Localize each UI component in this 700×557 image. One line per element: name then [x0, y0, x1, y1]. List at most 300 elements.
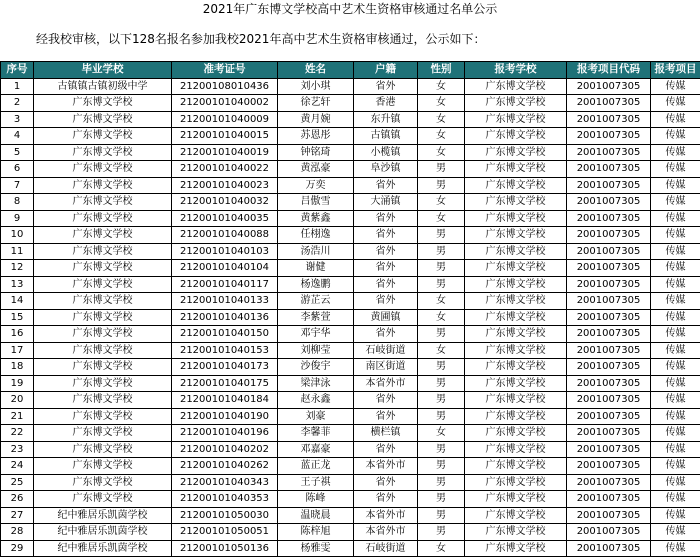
- cell-gender: 男: [418, 375, 465, 392]
- cell-index: 14: [1, 293, 34, 310]
- cell-school: 广东博文学校: [34, 458, 172, 475]
- cell-applied-school: 广东博文学校: [465, 540, 567, 557]
- cell-school: 广东博文学校: [34, 326, 172, 343]
- cell-project-code: 2001007305: [567, 260, 651, 277]
- cell-project-code: 2001007305: [567, 243, 651, 260]
- cell-gender: 女: [418, 128, 465, 145]
- cell-applied-school: 广东博文学校: [465, 161, 567, 178]
- cell-exam-number: 21200101040032: [172, 194, 278, 211]
- cell-gender: 女: [418, 194, 465, 211]
- cell-name: 刘豪: [278, 408, 354, 425]
- cell-gender: 男: [418, 458, 465, 475]
- table-row: [1, 95, 700, 112]
- cell-residence: 东升镇: [354, 111, 418, 128]
- cell-exam-number: 21200101050136: [172, 540, 278, 557]
- cell-applied-school: 广东博文学校: [465, 78, 567, 95]
- cell-name: 李紫萱: [278, 309, 354, 326]
- cell-index: 8: [1, 194, 34, 211]
- cell-index: 19: [1, 375, 34, 392]
- table-row: [1, 524, 700, 541]
- cell-gender: 男: [418, 474, 465, 491]
- cell-project-code: 2001007305: [567, 293, 651, 310]
- header-applied-school: 报考学校: [465, 62, 567, 79]
- cell-index: 28: [1, 524, 34, 541]
- cell-project: 传媒: [651, 177, 700, 194]
- cell-exam-number: 21200101040088: [172, 227, 278, 244]
- cell-index: 21: [1, 408, 34, 425]
- table-header-row: [1, 62, 700, 79]
- cell-name: 任栩逸: [278, 227, 354, 244]
- table-row: [1, 458, 700, 475]
- cell-exam-number: 21200101040104: [172, 260, 278, 277]
- cell-exam-number: 21200101040353: [172, 491, 278, 508]
- cell-residence: 省外: [354, 441, 418, 458]
- table-row: [1, 128, 700, 145]
- cell-school: 广东博文学校: [34, 260, 172, 277]
- cell-name: 陈峰: [278, 491, 354, 508]
- cell-project-code: 2001007305: [567, 375, 651, 392]
- cell-project-code: 2001007305: [567, 309, 651, 326]
- cell-school: 纪中雅居乐凯茵学校: [34, 524, 172, 541]
- cell-project: 传媒: [651, 474, 700, 491]
- cell-project-code: 2001007305: [567, 161, 651, 178]
- cell-project: 传媒: [651, 309, 700, 326]
- cell-residence: 黄圃镇: [354, 309, 418, 326]
- cell-name: 万奕: [278, 177, 354, 194]
- cell-applied-school: 广东博文学校: [465, 441, 567, 458]
- cell-residence: 省外: [354, 474, 418, 491]
- cell-applied-school: 广东博文学校: [465, 128, 567, 145]
- cell-name: 赵永鑫: [278, 392, 354, 409]
- cell-exam-number: 21200101040262: [172, 458, 278, 475]
- cell-project-code: 2001007305: [567, 392, 651, 409]
- cell-name: 沙俊宇: [278, 359, 354, 376]
- cell-applied-school: 广东博文学校: [465, 524, 567, 541]
- cell-school: 广东博文学校: [34, 95, 172, 112]
- cell-exam-number: 21200101040022: [172, 161, 278, 178]
- cell-school: 纪中雅居乐凯茵学校: [34, 540, 172, 557]
- header-residence: 户籍: [354, 62, 418, 79]
- cell-project: 传媒: [651, 227, 700, 244]
- cell-exam-number: 21200101040150: [172, 326, 278, 343]
- cell-project: 传媒: [651, 210, 700, 227]
- cell-exam-number: 21200101040103: [172, 243, 278, 260]
- cell-project-code: 2001007305: [567, 540, 651, 557]
- cell-school: 广东博文学校: [34, 161, 172, 178]
- cell-name: 杨雅雯: [278, 540, 354, 557]
- cell-project: 传媒: [651, 260, 700, 277]
- cell-gender: 男: [418, 227, 465, 244]
- cell-name: 陈梓旭: [278, 524, 354, 541]
- cell-school: 广东博文学校: [34, 474, 172, 491]
- cell-residence: 本省外市: [354, 375, 418, 392]
- table-row: [1, 276, 700, 293]
- cell-applied-school: 广东博文学校: [465, 210, 567, 227]
- cell-name: 黄泓豪: [278, 161, 354, 178]
- cell-applied-school: 广东博文学校: [465, 342, 567, 359]
- cell-name: 杨逸鹏: [278, 276, 354, 293]
- cell-school: 广东博文学校: [34, 276, 172, 293]
- cell-project-code: 2001007305: [567, 95, 651, 112]
- cell-gender: 女: [418, 144, 465, 161]
- table-row: [1, 441, 700, 458]
- cell-project-code: 2001007305: [567, 326, 651, 343]
- cell-exam-number: 21200101040117: [172, 276, 278, 293]
- header-school: 毕业学校: [34, 62, 172, 79]
- cell-school: 广东博文学校: [34, 375, 172, 392]
- table-row: [1, 111, 700, 128]
- cell-project-code: 2001007305: [567, 441, 651, 458]
- cell-index: 7: [1, 177, 34, 194]
- cell-exam-number: 21200101040015: [172, 128, 278, 145]
- cell-index: 27: [1, 507, 34, 524]
- cell-project: 传媒: [651, 128, 700, 145]
- cell-applied-school: 广东博文学校: [465, 260, 567, 277]
- cell-school: 广东博文学校: [34, 194, 172, 211]
- cell-name: 温晓晨: [278, 507, 354, 524]
- intro-text: 经我校审核，以下128名报名参加我校2021年高中艺术生资格审核通过，公示如下：: [36, 31, 485, 47]
- cell-gender: 男: [418, 243, 465, 260]
- cell-project-code: 2001007305: [567, 128, 651, 145]
- cell-exam-number: 21200101040023: [172, 177, 278, 194]
- cell-residence: 省外: [354, 392, 418, 409]
- cell-applied-school: 广东博文学校: [465, 293, 567, 310]
- cell-index: 26: [1, 491, 34, 508]
- cell-project-code: 2001007305: [567, 210, 651, 227]
- cell-project: 传媒: [651, 408, 700, 425]
- cell-exam-number: 21200101040196: [172, 425, 278, 442]
- cell-index: 5: [1, 144, 34, 161]
- cell-index: 16: [1, 326, 34, 343]
- cell-gender: 女: [418, 540, 465, 557]
- cell-project: 传媒: [651, 375, 700, 392]
- cell-gender: 男: [418, 359, 465, 376]
- cell-applied-school: 广东博文学校: [465, 95, 567, 112]
- cell-applied-school: 广东博文学校: [465, 326, 567, 343]
- cell-gender: 男: [418, 408, 465, 425]
- cell-school: 广东博文学校: [34, 293, 172, 310]
- cell-project: 传媒: [651, 359, 700, 376]
- cell-residence: 省外: [354, 276, 418, 293]
- cell-applied-school: 广东博文学校: [465, 276, 567, 293]
- cell-index: 10: [1, 227, 34, 244]
- cell-index: 17: [1, 342, 34, 359]
- cell-residence: 横栏镇: [354, 425, 418, 442]
- cell-applied-school: 广东博文学校: [465, 425, 567, 442]
- table-row: [1, 161, 700, 178]
- cell-exam-number: 21200101050051: [172, 524, 278, 541]
- cell-school: 广东博文学校: [34, 210, 172, 227]
- cell-index: 6: [1, 161, 34, 178]
- cell-gender: 女: [418, 293, 465, 310]
- cell-name: 梁津泳: [278, 375, 354, 392]
- cell-exam-number: 21200101040184: [172, 392, 278, 409]
- cell-project-code: 2001007305: [567, 507, 651, 524]
- cell-name: 汤浩川: [278, 243, 354, 260]
- cell-school: 广东博文学校: [34, 128, 172, 145]
- cell-index: 2: [1, 95, 34, 112]
- cell-residence: 省外: [354, 260, 418, 277]
- cell-residence: 石岐街道: [354, 342, 418, 359]
- cell-exam-number: 21200101040202: [172, 441, 278, 458]
- cell-exam-number: 21200101040035: [172, 210, 278, 227]
- approval-table: [0, 61, 700, 557]
- cell-index: 3: [1, 111, 34, 128]
- table-row: [1, 359, 700, 376]
- cell-applied-school: 广东博文学校: [465, 194, 567, 211]
- header-gender: 性别: [418, 62, 465, 79]
- cell-gender: 男: [418, 491, 465, 508]
- cell-residence: 省外: [354, 177, 418, 194]
- cell-project: 传媒: [651, 276, 700, 293]
- cell-project-code: 2001007305: [567, 524, 651, 541]
- cell-gender: 女: [418, 309, 465, 326]
- cell-project: 传媒: [651, 491, 700, 508]
- cell-index: 1: [1, 78, 34, 95]
- table-row: [1, 342, 700, 359]
- cell-residence: 南区街道: [354, 359, 418, 376]
- table-row: [1, 78, 700, 95]
- table-row: [1, 309, 700, 326]
- cell-project: 传媒: [651, 95, 700, 112]
- cell-exam-number: 21200101040153: [172, 342, 278, 359]
- table-row: [1, 375, 700, 392]
- cell-index: 9: [1, 210, 34, 227]
- cell-project: 传媒: [651, 458, 700, 475]
- cell-project-code: 2001007305: [567, 276, 651, 293]
- cell-index: 12: [1, 260, 34, 277]
- cell-school: 广东博文学校: [34, 425, 172, 442]
- cell-gender: 男: [418, 392, 465, 409]
- cell-exam-number: 21200101040019: [172, 144, 278, 161]
- cell-project-code: 2001007305: [567, 425, 651, 442]
- cell-school: 广东博文学校: [34, 408, 172, 425]
- cell-project-code: 2001007305: [567, 78, 651, 95]
- cell-gender: 男: [418, 326, 465, 343]
- cell-name: 黄月婉: [278, 111, 354, 128]
- cell-project: 传媒: [651, 78, 700, 95]
- cell-school: 古镇镇古镇初级中学: [34, 78, 172, 95]
- cell-applied-school: 广东博文学校: [465, 408, 567, 425]
- table-row: [1, 326, 700, 343]
- cell-applied-school: 广东博文学校: [465, 243, 567, 260]
- table-row: [1, 144, 700, 161]
- cell-index: 24: [1, 458, 34, 475]
- table-row: [1, 392, 700, 409]
- cell-name: 苏恩彤: [278, 128, 354, 145]
- cell-project: 传媒: [651, 342, 700, 359]
- cell-residence: 本省外市: [354, 524, 418, 541]
- cell-exam-number: 21200108010436: [172, 78, 278, 95]
- cell-index: 11: [1, 243, 34, 260]
- cell-project: 传媒: [651, 507, 700, 524]
- cell-gender: 女: [418, 342, 465, 359]
- cell-gender: 男: [418, 177, 465, 194]
- table-row: [1, 177, 700, 194]
- cell-project: 传媒: [651, 293, 700, 310]
- table-row: [1, 243, 700, 260]
- cell-index: 13: [1, 276, 34, 293]
- cell-name: 谢健: [278, 260, 354, 277]
- cell-applied-school: 广东博文学校: [465, 375, 567, 392]
- cell-index: 15: [1, 309, 34, 326]
- cell-project-code: 2001007305: [567, 111, 651, 128]
- cell-exam-number: 21200101040136: [172, 309, 278, 326]
- cell-residence: 省外: [354, 491, 418, 508]
- cell-name: 刘小琪: [278, 78, 354, 95]
- page-title: 2021年广东博文学校高中艺术生资格审核通过名单公示: [0, 1, 700, 17]
- cell-index: 20: [1, 392, 34, 409]
- cell-school: 广东博文学校: [34, 227, 172, 244]
- cell-school: 广东博文学校: [34, 441, 172, 458]
- table-row: [1, 408, 700, 425]
- cell-residence: 省外: [354, 210, 418, 227]
- cell-name: 黄紫鑫: [278, 210, 354, 227]
- cell-exam-number: 21200101040173: [172, 359, 278, 376]
- cell-index: 22: [1, 425, 34, 442]
- cell-name: 徐艺轩: [278, 95, 354, 112]
- cell-applied-school: 广东博文学校: [465, 392, 567, 409]
- cell-residence: 古镇镇: [354, 128, 418, 145]
- cell-exam-number: 21200101040002: [172, 95, 278, 112]
- table-row: [1, 491, 700, 508]
- cell-project: 传媒: [651, 161, 700, 178]
- cell-residence: 省外: [354, 408, 418, 425]
- cell-name: 李馨菲: [278, 425, 354, 442]
- cell-gender: 男: [418, 524, 465, 541]
- cell-residence: 香港: [354, 95, 418, 112]
- cell-gender: 男: [418, 507, 465, 524]
- cell-school: 广东博文学校: [34, 491, 172, 508]
- cell-exam-number: 21200101040009: [172, 111, 278, 128]
- table-row: [1, 210, 700, 227]
- cell-project: 传媒: [651, 111, 700, 128]
- cell-project-code: 2001007305: [567, 359, 651, 376]
- cell-school: 广东博文学校: [34, 144, 172, 161]
- cell-school: 广东博文学校: [34, 111, 172, 128]
- cell-applied-school: 广东博文学校: [465, 458, 567, 475]
- cell-school: 广东博文学校: [34, 359, 172, 376]
- table-row: [1, 227, 700, 244]
- cell-applied-school: 广东博文学校: [465, 474, 567, 491]
- cell-index: 23: [1, 441, 34, 458]
- cell-exam-number: 21200101040190: [172, 408, 278, 425]
- cell-name: 刘柳莹: [278, 342, 354, 359]
- header-index: 序号: [1, 62, 34, 79]
- header-project-code: 报考项目代码: [567, 62, 651, 79]
- cell-gender: 男: [418, 161, 465, 178]
- cell-school: 广东博文学校: [34, 392, 172, 409]
- cell-gender: 女: [418, 111, 465, 128]
- cell-residence: 省外: [354, 227, 418, 244]
- cell-applied-school: 广东博文学校: [465, 309, 567, 326]
- cell-residence: 小榄镇: [354, 144, 418, 161]
- cell-project: 传媒: [651, 441, 700, 458]
- cell-school: 广东博文学校: [34, 309, 172, 326]
- cell-residence: 大涌镇: [354, 194, 418, 211]
- cell-index: 18: [1, 359, 34, 376]
- cell-index: 4: [1, 128, 34, 145]
- cell-project-code: 2001007305: [567, 342, 651, 359]
- cell-project-code: 2001007305: [567, 491, 651, 508]
- cell-project-code: 2001007305: [567, 177, 651, 194]
- cell-exam-number: 21200101040133: [172, 293, 278, 310]
- table-row: [1, 194, 700, 211]
- cell-index: 25: [1, 474, 34, 491]
- cell-project: 传媒: [651, 524, 700, 541]
- cell-school: 纪中雅居乐凯茵学校: [34, 507, 172, 524]
- cell-exam-number: 21200101040175: [172, 375, 278, 392]
- cell-applied-school: 广东博文学校: [465, 507, 567, 524]
- cell-project: 传媒: [651, 243, 700, 260]
- cell-school: 广东博文学校: [34, 342, 172, 359]
- cell-project-code: 2001007305: [567, 194, 651, 211]
- table-row: [1, 507, 700, 524]
- header-project: 报考项目: [651, 62, 700, 79]
- cell-gender: 男: [418, 276, 465, 293]
- cell-gender: 男: [418, 441, 465, 458]
- cell-gender: 女: [418, 425, 465, 442]
- header-exam-number: 准考证号: [172, 62, 278, 79]
- cell-applied-school: 广东博文学校: [465, 111, 567, 128]
- table-row: [1, 474, 700, 491]
- cell-residence: 本省外市: [354, 507, 418, 524]
- cell-project: 传媒: [651, 194, 700, 211]
- cell-project: 传媒: [651, 540, 700, 557]
- table-row: [1, 540, 700, 557]
- header-name: 姓名: [278, 62, 354, 79]
- cell-gender: 女: [418, 210, 465, 227]
- table-row: [1, 425, 700, 442]
- cell-project: 传媒: [651, 144, 700, 161]
- cell-gender: 女: [418, 78, 465, 95]
- cell-applied-school: 广东博文学校: [465, 177, 567, 194]
- cell-gender: 女: [418, 95, 465, 112]
- cell-project: 传媒: [651, 425, 700, 442]
- cell-name: 邓嘉豪: [278, 441, 354, 458]
- cell-residence: 本省外市: [354, 458, 418, 475]
- cell-residence: 省外: [354, 326, 418, 343]
- cell-name: 蓝正龙: [278, 458, 354, 475]
- cell-residence: 石岐街道: [354, 540, 418, 557]
- cell-residence: 省外: [354, 78, 418, 95]
- cell-applied-school: 广东博文学校: [465, 359, 567, 376]
- cell-school: 广东博文学校: [34, 243, 172, 260]
- cell-residence: 省外: [354, 243, 418, 260]
- cell-name: 王子祺: [278, 474, 354, 491]
- cell-residence: 省外: [354, 293, 418, 310]
- cell-project: 传媒: [651, 392, 700, 409]
- cell-project-code: 2001007305: [567, 474, 651, 491]
- table-body: [1, 78, 700, 557]
- cell-project-code: 2001007305: [567, 144, 651, 161]
- cell-name: 吕傲雪: [278, 194, 354, 211]
- table-row: [1, 260, 700, 277]
- table-row: [1, 293, 700, 310]
- cell-name: 钟铭琦: [278, 144, 354, 161]
- cell-gender: 男: [418, 260, 465, 277]
- cell-project-code: 2001007305: [567, 227, 651, 244]
- cell-school: 广东博文学校: [34, 177, 172, 194]
- cell-project: 传媒: [651, 326, 700, 343]
- cell-project-code: 2001007305: [567, 458, 651, 475]
- cell-exam-number: 21200101040343: [172, 474, 278, 491]
- cell-index: 29: [1, 540, 34, 557]
- cell-residence: 阜沙镇: [354, 161, 418, 178]
- cell-applied-school: 广东博文学校: [465, 491, 567, 508]
- cell-project-code: 2001007305: [567, 408, 651, 425]
- cell-name: 游芷云: [278, 293, 354, 310]
